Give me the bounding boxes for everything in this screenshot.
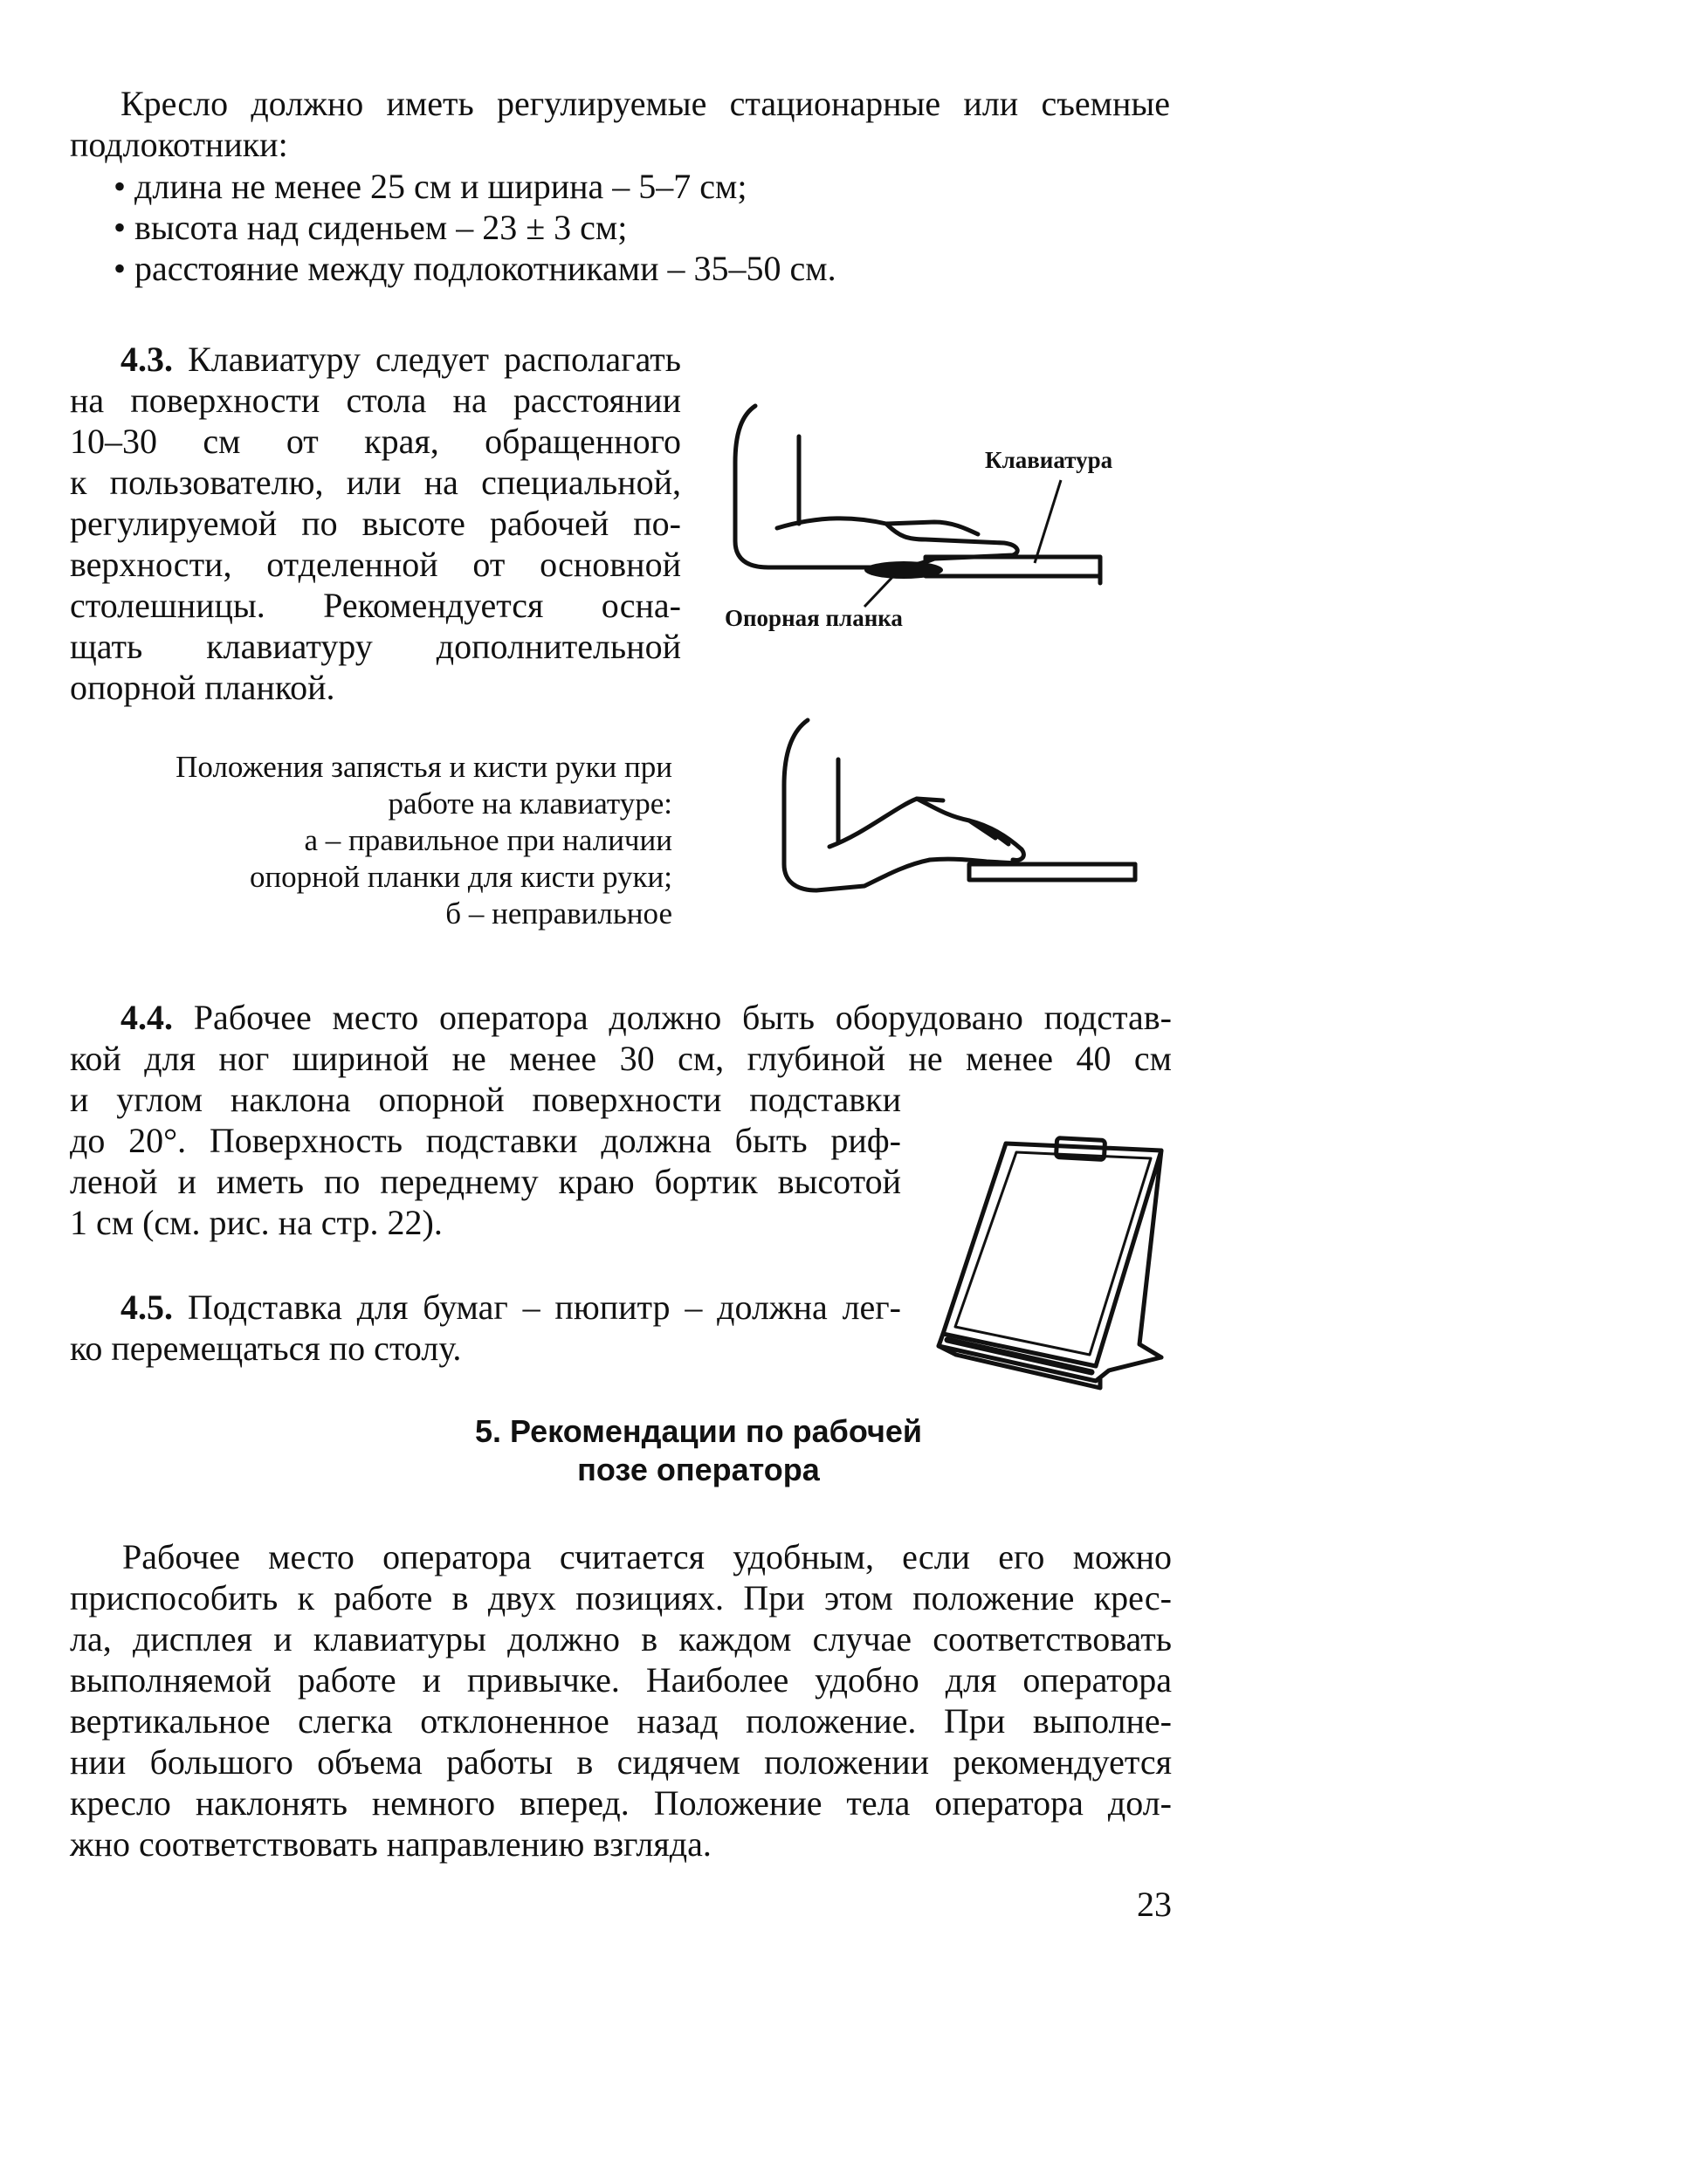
- paragraph-line: верхности, отделенной от основной: [70, 545, 681, 584]
- paragraph-line: Рабочее место оператора считается удобным, если его можно: [122, 1537, 1172, 1576]
- paragraph-line: Клавиатуру следует располагать: [188, 340, 682, 379]
- paragraph-line: кресло наклонять немного вперед. Положение тела оператора дол-: [70, 1783, 1172, 1823]
- intro-line: Кресло должно иметь регулируемые стационарные или съемные: [120, 84, 1170, 123]
- figure-caption: [70, 749, 672, 932]
- paragraph-line: Подставка для бумаг – пюпитр – должна лег-: [187, 1288, 902, 1327]
- section-4-3: [70, 339, 681, 708]
- section-4-4-full: [70, 997, 1172, 1079]
- heading-line-2: позе оператора: [577, 1452, 820, 1487]
- paragraph-line: ко перемещаться по столу.: [70, 1329, 462, 1368]
- paragraph-line: 10–30 см от края, обращенного: [70, 422, 681, 461]
- section-4-5: [70, 1287, 901, 1369]
- heading-line-1: 5. Рекомендации по рабочей: [474, 1413, 922, 1449]
- paragraph-line: опорной планкой.: [70, 668, 335, 707]
- section-5-paragraph: [70, 1536, 1172, 1865]
- caption-line: Положения запястья и кисти руки при: [176, 750, 672, 784]
- paragraph-line: жно соответствовать направлению взгляда.: [70, 1824, 712, 1864]
- paragraph-line: к пользователю, или на специальной,: [70, 463, 681, 502]
- list-item: • высота над сиденьем – 23 ± 3 см;: [114, 208, 628, 247]
- paragraph-line: ла, дисплея и клавиатуры должно в каждом случае соответствовать: [70, 1619, 1172, 1659]
- paragraph-line: выполняемой работе и привычке. Наиболее удобно для оператора: [70, 1660, 1172, 1700]
- keyboard-label: Клавиатура: [985, 447, 1113, 473]
- caption-line: а – правильное при наличии: [304, 823, 672, 857]
- paragraph-line: вертикальное слегка отклоненное назад положение. При выполне-: [70, 1701, 1172, 1741]
- caption-line: работе на клавиатуре:: [388, 786, 672, 821]
- paragraph-line: Рабочее место оператора должно быть оборудовано подстав-: [193, 998, 1172, 1037]
- section-4-4-wrap: [70, 1079, 901, 1243]
- rest-bar-label: Опорная планка: [725, 605, 903, 631]
- paragraph-line: регулируемой по высоте рабочей по-: [70, 504, 681, 543]
- list-item: • расстояние между подлокотниками – 35–50 см.: [114, 249, 836, 288]
- paragraph-line: до 20°. Поверхность подставки должна быть риф-: [70, 1121, 901, 1160]
- paragraph-line: 1 см (см. рис. на стр. 22).: [70, 1203, 443, 1242]
- caption-line: б – неправильное: [445, 896, 672, 931]
- caption-line: опорной планки для кисти руки;: [249, 860, 672, 894]
- paragraph-line: приспособить к работе в двух позициях. При этом положение крес-: [70, 1578, 1172, 1617]
- paragraph-line: и углом наклона опорной поверхности подставки: [70, 1080, 901, 1119]
- list-item: • длина не менее 25 см и ширина – 5–7 см;: [114, 167, 747, 206]
- armrest-bullet-list: [114, 166, 1161, 289]
- paragraph-line: леной и иметь по переднему краю бортик высотой: [70, 1162, 901, 1201]
- section-number: 4.4.: [120, 998, 173, 1037]
- section-5-heading: [262, 1412, 1135, 1489]
- section-number: 4.5.: [120, 1288, 173, 1327]
- intro-paragraph: [70, 83, 1170, 165]
- paragraph-line: на поверхности стола на расстоянии: [70, 381, 681, 420]
- wrist-rest-shape: [864, 561, 943, 579]
- document-stand-figure: [926, 1126, 1179, 1397]
- paragraph-line: столешницы. Рекомендуется осна-: [70, 586, 681, 625]
- page-number: 23: [1137, 1885, 1172, 1924]
- intro-line: подлокотники:: [70, 125, 288, 164]
- section-number: 4.3.: [120, 340, 173, 379]
- paragraph-line: нии большого объема работы в сидячем положении рекомендуется: [70, 1742, 1172, 1782]
- wrist-position-incorrect-figure: [768, 711, 1153, 903]
- paragraph-line: кой для ног шириной не менее 30 см, глубиной не менее 40 см: [70, 1039, 1172, 1078]
- paragraph-line: щать клавиатуру дополнительной: [70, 627, 681, 666]
